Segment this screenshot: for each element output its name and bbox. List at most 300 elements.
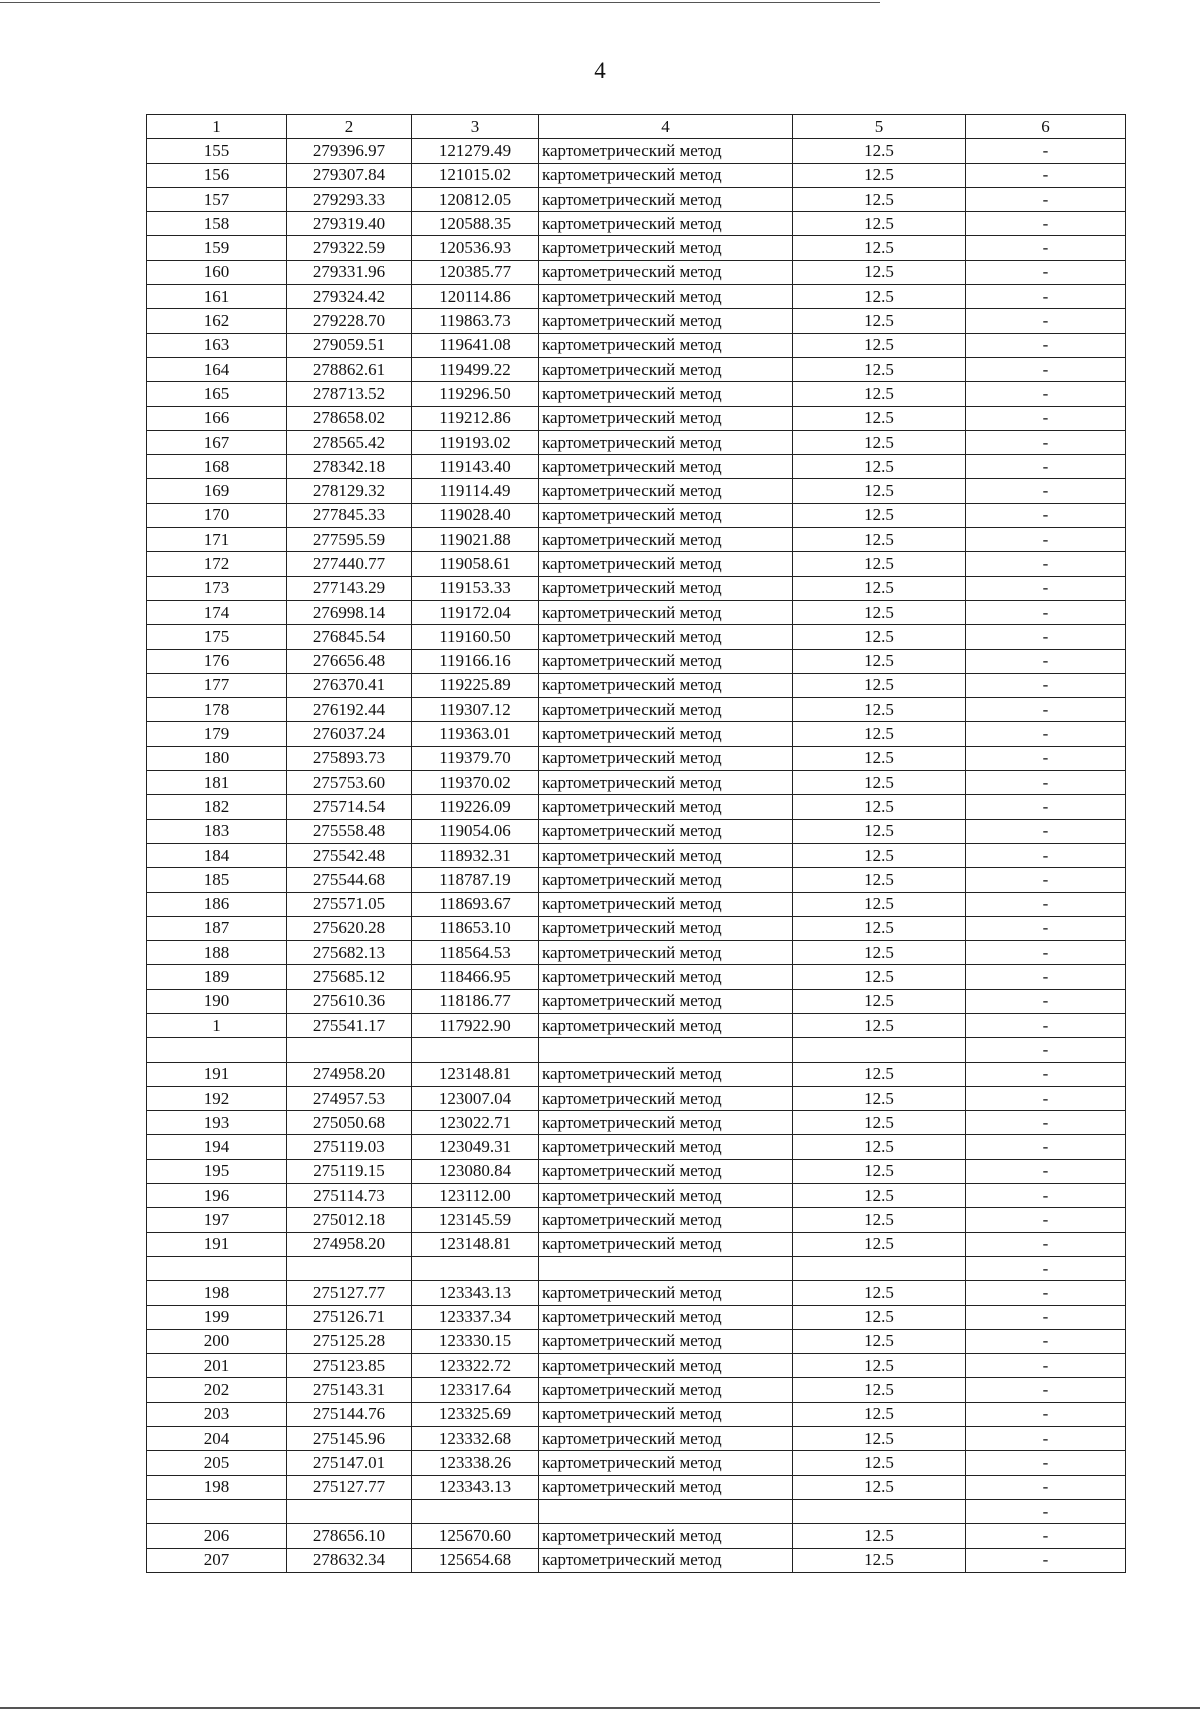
accuracy-cell: 12.5 xyxy=(793,552,966,576)
y-coordinate-cell: 119114.49 xyxy=(412,479,539,503)
method-cell: картометрический метод xyxy=(539,746,793,770)
column-header: 4 xyxy=(539,115,793,139)
point-number-cell: 170 xyxy=(147,503,287,527)
point-number-cell: 192 xyxy=(147,1086,287,1110)
method-cell xyxy=(539,1256,793,1280)
note-cell: - xyxy=(966,1524,1126,1548)
note-cell: - xyxy=(966,600,1126,624)
point-number-cell: 182 xyxy=(147,795,287,819)
note-cell: - xyxy=(966,163,1126,187)
accuracy-cell: 12.5 xyxy=(793,285,966,309)
table-row xyxy=(147,260,1126,284)
table-header-row xyxy=(147,115,1126,139)
x-coordinate-cell: 275119.03 xyxy=(287,1135,412,1159)
accuracy-cell: 12.5 xyxy=(793,868,966,892)
method-cell: картометрический метод xyxy=(539,1281,793,1305)
point-number-cell: 206 xyxy=(147,1524,287,1548)
table-row xyxy=(147,139,1126,163)
x-coordinate-cell xyxy=(287,1256,412,1280)
point-number-cell: 198 xyxy=(147,1281,287,1305)
note-cell: - xyxy=(966,430,1126,454)
accuracy-cell: 12.5 xyxy=(793,1548,966,1572)
x-coordinate-cell: 278862.61 xyxy=(287,357,412,381)
point-number-cell: 207 xyxy=(147,1548,287,1572)
accuracy-cell: 12.5 xyxy=(793,1329,966,1353)
accuracy-cell: 12.5 xyxy=(793,1062,966,1086)
table-row xyxy=(147,1062,1126,1086)
accuracy-cell: 12.5 xyxy=(793,1111,966,1135)
note-cell: - xyxy=(966,1111,1126,1135)
note-cell: - xyxy=(966,1329,1126,1353)
x-coordinate-cell: 275127.77 xyxy=(287,1281,412,1305)
accuracy-cell: 12.5 xyxy=(793,357,966,381)
accuracy-cell: 12.5 xyxy=(793,1524,966,1548)
accuracy-cell: 12.5 xyxy=(793,989,966,1013)
table-row xyxy=(147,1378,1126,1402)
x-coordinate-cell xyxy=(287,1499,412,1523)
table-row xyxy=(147,430,1126,454)
method-cell: картометрический метод xyxy=(539,1451,793,1475)
x-coordinate-cell: 275544.68 xyxy=(287,868,412,892)
x-coordinate-cell: 274958.20 xyxy=(287,1062,412,1086)
x-coordinate-cell: 275714.54 xyxy=(287,795,412,819)
y-coordinate-cell: 119143.40 xyxy=(412,455,539,479)
point-number-cell: 167 xyxy=(147,430,287,454)
accuracy-cell: 12.5 xyxy=(793,1232,966,1256)
method-cell: картометрический метод xyxy=(539,795,793,819)
table-row xyxy=(147,1232,1126,1256)
column-header: 5 xyxy=(793,115,966,139)
note-cell: - xyxy=(966,357,1126,381)
method-cell: картометрический метод xyxy=(539,236,793,260)
y-coordinate-cell: 120812.05 xyxy=(412,187,539,211)
accuracy-cell: 12.5 xyxy=(793,1184,966,1208)
x-coordinate-cell: 279322.59 xyxy=(287,236,412,260)
method-cell: картометрический метод xyxy=(539,1232,793,1256)
x-coordinate-cell: 278565.42 xyxy=(287,430,412,454)
accuracy-cell: 12.5 xyxy=(793,1135,966,1159)
y-coordinate-cell: 119296.50 xyxy=(412,382,539,406)
x-coordinate-cell: 275126.71 xyxy=(287,1305,412,1329)
y-coordinate-cell: 119058.61 xyxy=(412,552,539,576)
y-coordinate-cell: 118186.77 xyxy=(412,989,539,1013)
note-cell: - xyxy=(966,1402,1126,1426)
method-cell: картометрический метод xyxy=(539,1159,793,1183)
point-number-cell: 202 xyxy=(147,1378,287,1402)
note-cell: - xyxy=(966,1354,1126,1378)
method-cell: картометрический метод xyxy=(539,868,793,892)
table-row xyxy=(147,1329,1126,1353)
accuracy-cell: 12.5 xyxy=(793,1086,966,1110)
x-coordinate-cell: 279228.70 xyxy=(287,309,412,333)
x-coordinate-cell: 277845.33 xyxy=(287,503,412,527)
note-cell: - xyxy=(966,771,1126,795)
x-coordinate-cell: 275143.31 xyxy=(287,1378,412,1402)
point-number-cell: 177 xyxy=(147,673,287,697)
point-number-cell: 156 xyxy=(147,163,287,187)
point-number-cell: 181 xyxy=(147,771,287,795)
x-coordinate-cell: 276192.44 xyxy=(287,698,412,722)
point-number-cell: 169 xyxy=(147,479,287,503)
point-number-cell: 185 xyxy=(147,868,287,892)
table-row xyxy=(147,1402,1126,1426)
accuracy-cell: 12.5 xyxy=(793,600,966,624)
table-row xyxy=(147,843,1126,867)
point-number-cell: 161 xyxy=(147,285,287,309)
point-number-cell: 157 xyxy=(147,187,287,211)
x-coordinate-cell: 279319.40 xyxy=(287,212,412,236)
method-cell: картометрический метод xyxy=(539,1184,793,1208)
table-row xyxy=(147,309,1126,333)
accuracy-cell: 12.5 xyxy=(793,163,966,187)
y-coordinate-cell: 123325.69 xyxy=(412,1402,539,1426)
y-coordinate-cell: 120588.35 xyxy=(412,212,539,236)
accuracy-cell: 12.5 xyxy=(793,1451,966,1475)
method-cell: картометрический метод xyxy=(539,1305,793,1329)
method-cell: картометрический метод xyxy=(539,1329,793,1353)
point-number-cell: 197 xyxy=(147,1208,287,1232)
note-cell: - xyxy=(966,1062,1126,1086)
accuracy-cell: 12.5 xyxy=(793,212,966,236)
note-cell: - xyxy=(966,1256,1126,1280)
method-cell: картометрический метод xyxy=(539,722,793,746)
table-row xyxy=(147,236,1126,260)
y-coordinate-cell: 119370.02 xyxy=(412,771,539,795)
y-coordinate-cell: 120536.93 xyxy=(412,236,539,260)
x-coordinate-cell: 275050.68 xyxy=(287,1111,412,1135)
accuracy-cell: 12.5 xyxy=(793,1013,966,1037)
point-number-cell: 178 xyxy=(147,698,287,722)
y-coordinate-cell: 123338.26 xyxy=(412,1451,539,1475)
point-number-cell: 158 xyxy=(147,212,287,236)
method-cell: картометрический метод xyxy=(539,1427,793,1451)
note-cell: - xyxy=(966,406,1126,430)
accuracy-cell: 12.5 xyxy=(793,479,966,503)
y-coordinate-cell: 119307.12 xyxy=(412,698,539,722)
accuracy-cell: 12.5 xyxy=(793,625,966,649)
method-cell: картометрический метод xyxy=(539,1475,793,1499)
accuracy-cell: 12.5 xyxy=(793,892,966,916)
method-cell: картометрический метод xyxy=(539,649,793,673)
method-cell: картометрический метод xyxy=(539,552,793,576)
x-coordinate-cell: 275123.85 xyxy=(287,1354,412,1378)
note-cell: - xyxy=(966,479,1126,503)
y-coordinate-cell: 123145.59 xyxy=(412,1208,539,1232)
column-header: 1 xyxy=(147,115,287,139)
x-coordinate-cell: 275753.60 xyxy=(287,771,412,795)
note-cell: - xyxy=(966,1475,1126,1499)
note-cell: - xyxy=(966,528,1126,552)
note-cell: - xyxy=(966,285,1126,309)
table-row xyxy=(147,1111,1126,1135)
y-coordinate-cell: 118653.10 xyxy=(412,916,539,940)
y-coordinate-cell: 123112.00 xyxy=(412,1184,539,1208)
y-coordinate-cell: 123148.81 xyxy=(412,1232,539,1256)
accuracy-cell: 12.5 xyxy=(793,965,966,989)
point-number-cell: 203 xyxy=(147,1402,287,1426)
note-cell: - xyxy=(966,309,1126,333)
method-cell: картометрический метод xyxy=(539,430,793,454)
y-coordinate-cell: 118693.67 xyxy=(412,892,539,916)
accuracy-cell: 12.5 xyxy=(793,819,966,843)
accuracy-cell xyxy=(793,1256,966,1280)
accuracy-cell: 12.5 xyxy=(793,309,966,333)
method-cell: картометрический метод xyxy=(539,698,793,722)
note-cell: - xyxy=(966,1038,1126,1062)
note-cell: - xyxy=(966,625,1126,649)
x-coordinate-cell: 275147.01 xyxy=(287,1451,412,1475)
method-cell: картометрический метод xyxy=(539,941,793,965)
point-number-cell: 194 xyxy=(147,1135,287,1159)
coordinates-table xyxy=(146,114,1126,1573)
point-number-cell: 160 xyxy=(147,260,287,284)
x-coordinate-cell: 275542.48 xyxy=(287,843,412,867)
method-cell: картометрический метод xyxy=(539,333,793,357)
x-coordinate-cell: 275610.36 xyxy=(287,989,412,1013)
note-cell: - xyxy=(966,795,1126,819)
note-cell: - xyxy=(966,941,1126,965)
point-number-cell: 195 xyxy=(147,1159,287,1183)
y-coordinate-cell xyxy=(412,1038,539,1062)
x-coordinate-cell: 274957.53 xyxy=(287,1086,412,1110)
table-row xyxy=(147,1305,1126,1329)
point-number-cell: 191 xyxy=(147,1062,287,1086)
x-coordinate-cell: 275682.13 xyxy=(287,941,412,965)
table-body xyxy=(147,139,1126,1573)
y-coordinate-cell: 118466.95 xyxy=(412,965,539,989)
accuracy-cell: 12.5 xyxy=(793,139,966,163)
table-row xyxy=(147,1354,1126,1378)
point-number-cell: 165 xyxy=(147,382,287,406)
point-number-cell: 186 xyxy=(147,892,287,916)
y-coordinate-cell: 119641.08 xyxy=(412,333,539,357)
note-cell: - xyxy=(966,698,1126,722)
table-row xyxy=(147,868,1126,892)
y-coordinate-cell: 120385.77 xyxy=(412,260,539,284)
accuracy-cell: 12.5 xyxy=(793,1281,966,1305)
y-coordinate-cell: 119153.33 xyxy=(412,576,539,600)
method-cell: картометрический метод xyxy=(539,528,793,552)
method-cell: картометрический метод xyxy=(539,965,793,989)
table-row xyxy=(147,819,1126,843)
x-coordinate-cell: 278129.32 xyxy=(287,479,412,503)
method-cell xyxy=(539,1499,793,1523)
x-coordinate-cell: 275114.73 xyxy=(287,1184,412,1208)
method-cell: картометрический метод xyxy=(539,212,793,236)
accuracy-cell: 12.5 xyxy=(793,503,966,527)
point-number-cell: 175 xyxy=(147,625,287,649)
table-row xyxy=(147,406,1126,430)
point-number-cell: 164 xyxy=(147,357,287,381)
x-coordinate-cell: 278632.34 xyxy=(287,1548,412,1572)
y-coordinate-cell: 119166.16 xyxy=(412,649,539,673)
method-cell: картометрический метод xyxy=(539,479,793,503)
point-number-cell: 198 xyxy=(147,1475,287,1499)
y-coordinate-cell: 119028.40 xyxy=(412,503,539,527)
x-coordinate-cell: 278342.18 xyxy=(287,455,412,479)
point-number-cell: 200 xyxy=(147,1329,287,1353)
top-border-line xyxy=(0,2,880,3)
table-row xyxy=(147,746,1126,770)
note-cell: - xyxy=(966,1427,1126,1451)
method-cell: картометрический метод xyxy=(539,1402,793,1426)
method-cell: картометрический метод xyxy=(539,357,793,381)
method-cell: картометрический метод xyxy=(539,285,793,309)
table-row xyxy=(147,1427,1126,1451)
table-row xyxy=(147,382,1126,406)
note-cell: - xyxy=(966,1499,1126,1523)
table-row xyxy=(147,479,1126,503)
x-coordinate-cell: 275620.28 xyxy=(287,916,412,940)
x-coordinate-cell: 275558.48 xyxy=(287,819,412,843)
table-row xyxy=(147,1038,1126,1062)
table-row xyxy=(147,1524,1126,1548)
method-cell: картометрический метод xyxy=(539,600,793,624)
x-coordinate-cell: 276845.54 xyxy=(287,625,412,649)
table-row xyxy=(147,163,1126,187)
table-row xyxy=(147,1159,1126,1183)
x-coordinate-cell: 275125.28 xyxy=(287,1329,412,1353)
x-coordinate-cell: 275127.77 xyxy=(287,1475,412,1499)
accuracy-cell: 12.5 xyxy=(793,722,966,746)
table-row xyxy=(147,503,1126,527)
column-header: 3 xyxy=(412,115,539,139)
accuracy-cell: 12.5 xyxy=(793,528,966,552)
accuracy-cell: 12.5 xyxy=(793,916,966,940)
y-coordinate-cell: 119054.06 xyxy=(412,819,539,843)
y-coordinate-cell: 123332.68 xyxy=(412,1427,539,1451)
accuracy-cell: 12.5 xyxy=(793,406,966,430)
note-cell: - xyxy=(966,722,1126,746)
table-row xyxy=(147,989,1126,1013)
method-cell: картометрический метод xyxy=(539,1524,793,1548)
x-coordinate-cell: 278656.10 xyxy=(287,1524,412,1548)
x-coordinate-cell: 275144.76 xyxy=(287,1402,412,1426)
bottom-border-line xyxy=(0,1707,1200,1709)
method-cell: картометрический метод xyxy=(539,916,793,940)
table-row xyxy=(147,698,1126,722)
y-coordinate-cell: 123330.15 xyxy=(412,1329,539,1353)
table-row xyxy=(147,285,1126,309)
table-row xyxy=(147,722,1126,746)
point-number-cell: 159 xyxy=(147,236,287,260)
note-cell: - xyxy=(966,989,1126,1013)
method-cell: картометрический метод xyxy=(539,1354,793,1378)
y-coordinate-cell: 121279.49 xyxy=(412,139,539,163)
note-cell: - xyxy=(966,455,1126,479)
note-cell: - xyxy=(966,260,1126,284)
method-cell: картометрический метод xyxy=(539,260,793,284)
table-row xyxy=(147,576,1126,600)
accuracy-cell: 12.5 xyxy=(793,649,966,673)
note-cell: - xyxy=(966,1208,1126,1232)
column-header: 6 xyxy=(966,115,1126,139)
method-cell: картометрический метод xyxy=(539,989,793,1013)
y-coordinate-cell: 123022.71 xyxy=(412,1111,539,1135)
note-cell: - xyxy=(966,236,1126,260)
point-number-cell: 1 xyxy=(147,1013,287,1037)
accuracy-cell: 12.5 xyxy=(793,673,966,697)
point-number-cell: 163 xyxy=(147,333,287,357)
method-cell xyxy=(539,1038,793,1062)
note-cell: - xyxy=(966,1451,1126,1475)
accuracy-cell: 12.5 xyxy=(793,1402,966,1426)
y-coordinate-cell: 123343.13 xyxy=(412,1475,539,1499)
method-cell: картометрический метод xyxy=(539,771,793,795)
point-number-cell: 191 xyxy=(147,1232,287,1256)
y-coordinate-cell: 120114.86 xyxy=(412,285,539,309)
y-coordinate-cell: 123148.81 xyxy=(412,1062,539,1086)
accuracy-cell: 12.5 xyxy=(793,382,966,406)
x-coordinate-cell: 277440.77 xyxy=(287,552,412,576)
accuracy-cell: 12.5 xyxy=(793,941,966,965)
method-cell: картометрический метод xyxy=(539,309,793,333)
point-number-cell: 180 xyxy=(147,746,287,770)
accuracy-cell: 12.5 xyxy=(793,1208,966,1232)
x-coordinate-cell: 278658.02 xyxy=(287,406,412,430)
note-cell: - xyxy=(966,843,1126,867)
note-cell: - xyxy=(966,1013,1126,1037)
method-cell: картометрический метод xyxy=(539,1208,793,1232)
note-cell: - xyxy=(966,187,1126,211)
table-row xyxy=(147,333,1126,357)
point-number-cell: 176 xyxy=(147,649,287,673)
point-number-cell: 174 xyxy=(147,600,287,624)
table-row xyxy=(147,649,1126,673)
y-coordinate-cell: 119379.70 xyxy=(412,746,539,770)
method-cell: картометрический метод xyxy=(539,673,793,697)
method-cell: картометрический метод xyxy=(539,187,793,211)
point-number-cell: 168 xyxy=(147,455,287,479)
method-cell: картометрический метод xyxy=(539,819,793,843)
table-row xyxy=(147,941,1126,965)
note-cell: - xyxy=(966,1086,1126,1110)
x-coordinate-cell: 275571.05 xyxy=(287,892,412,916)
y-coordinate-cell: 123337.34 xyxy=(412,1305,539,1329)
note-cell: - xyxy=(966,552,1126,576)
y-coordinate-cell: 125670.60 xyxy=(412,1524,539,1548)
x-coordinate-cell: 275119.15 xyxy=(287,1159,412,1183)
note-cell: - xyxy=(966,1378,1126,1402)
x-coordinate-cell: 279307.84 xyxy=(287,163,412,187)
x-coordinate-cell: 276370.41 xyxy=(287,673,412,697)
y-coordinate-cell: 123322.72 xyxy=(412,1354,539,1378)
note-cell: - xyxy=(966,576,1126,600)
accuracy-cell: 12.5 xyxy=(793,771,966,795)
note-cell: - xyxy=(966,1548,1126,1572)
method-cell: картометрический метод xyxy=(539,892,793,916)
note-cell: - xyxy=(966,139,1126,163)
method-cell: картометрический метод xyxy=(539,406,793,430)
accuracy-cell: 12.5 xyxy=(793,236,966,260)
table-row xyxy=(147,600,1126,624)
accuracy-cell xyxy=(793,1038,966,1062)
x-coordinate-cell: 278713.52 xyxy=(287,382,412,406)
accuracy-cell: 12.5 xyxy=(793,187,966,211)
method-cell: картометрический метод xyxy=(539,455,793,479)
x-coordinate-cell: 279331.96 xyxy=(287,260,412,284)
x-coordinate-cell: 274958.20 xyxy=(287,1232,412,1256)
method-cell: картометрический метод xyxy=(539,1111,793,1135)
method-cell: картометрический метод xyxy=(539,1062,793,1086)
method-cell: картометрический метод xyxy=(539,1013,793,1037)
table-row xyxy=(147,1475,1126,1499)
table-row xyxy=(147,795,1126,819)
table-row xyxy=(147,1135,1126,1159)
method-cell: картометрический метод xyxy=(539,382,793,406)
y-coordinate-cell: 123317.64 xyxy=(412,1378,539,1402)
x-coordinate-cell: 279293.33 xyxy=(287,187,412,211)
